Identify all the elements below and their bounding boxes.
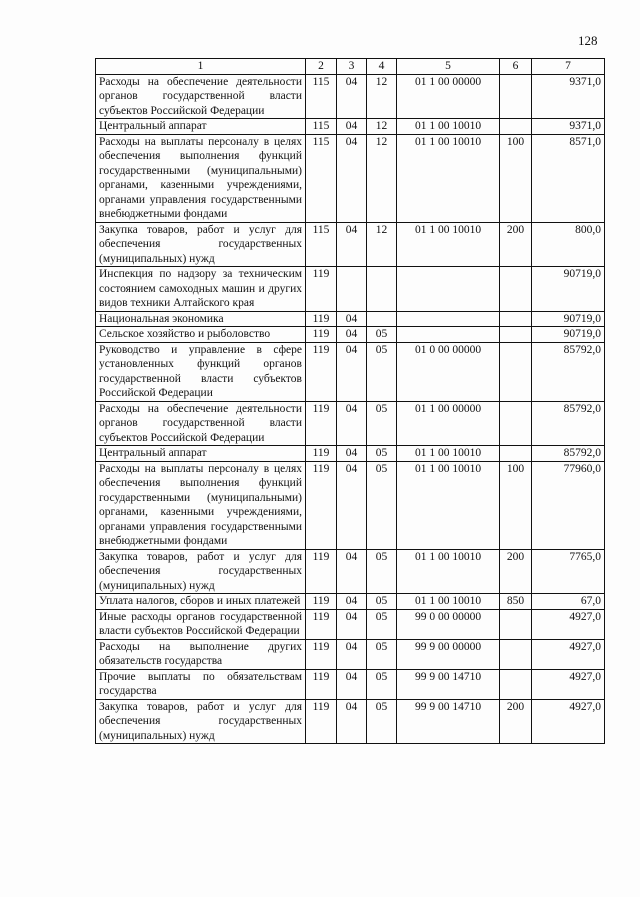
row-cell-c2: 119 <box>306 594 337 610</box>
row-cell-c5: 01 1 00 00000 <box>397 74 500 119</box>
table-row <box>96 699 605 744</box>
table-row <box>96 74 605 119</box>
row-name-cell: Закупка товаров, работ и услуг для обеспечения государственных (муниципальных) нужд <box>96 699 306 744</box>
table-row <box>96 594 605 610</box>
row-name-cell: Центральный аппарат <box>96 446 306 462</box>
row-name-cell: Расходы на выполнение других обязательств государства <box>96 639 306 669</box>
row-cell-c4: 12 <box>367 222 397 267</box>
row-cell-c7: 85792,0 <box>532 446 605 462</box>
row-cell-c7: 67,0 <box>532 594 605 610</box>
row-cell-c5: 99 9 00 14710 <box>397 669 500 699</box>
row-cell-c4: 05 <box>367 669 397 699</box>
row-cell-c7: 4927,0 <box>532 609 605 639</box>
header-col-5: 5 <box>397 59 500 75</box>
row-cell-c3: 04 <box>337 446 367 462</box>
row-cell-c6 <box>500 669 532 699</box>
row-cell-c2: 115 <box>306 134 337 222</box>
row-cell-c2: 115 <box>306 119 337 135</box>
row-cell-c2: 119 <box>306 342 337 401</box>
row-cell-c5: 01 1 00 10010 <box>397 549 500 594</box>
table-row <box>96 327 605 343</box>
row-name-cell: Сельское хозяйство и рыболовство <box>96 327 306 343</box>
row-cell-c2: 119 <box>306 639 337 669</box>
row-cell-c5: 01 1 00 10010 <box>397 134 500 222</box>
row-cell-c4: 05 <box>367 342 397 401</box>
row-cell-c5: 99 9 00 14710 <box>397 699 500 744</box>
table-row <box>96 267 605 312</box>
table-body <box>96 74 605 744</box>
row-cell-c4: 05 <box>367 609 397 639</box>
row-cell-c4: 05 <box>367 327 397 343</box>
row-cell-c4: 05 <box>367 594 397 610</box>
table-row <box>96 311 605 327</box>
row-cell-c4: 05 <box>367 549 397 594</box>
row-cell-c7: 90719,0 <box>532 267 605 312</box>
table-row <box>96 549 605 594</box>
row-cell-c3: 04 <box>337 609 367 639</box>
table-row <box>96 639 605 669</box>
row-cell-c4 <box>367 311 397 327</box>
header-col-2: 2 <box>306 59 337 75</box>
row-cell-c3: 04 <box>337 594 367 610</box>
row-cell-c4: 05 <box>367 639 397 669</box>
table-row <box>96 669 605 699</box>
row-cell-c6 <box>500 119 532 135</box>
row-cell-c6: 200 <box>500 699 532 744</box>
row-cell-c3: 04 <box>337 699 367 744</box>
row-cell-c6: 200 <box>500 549 532 594</box>
row-cell-c3: 04 <box>337 134 367 222</box>
row-cell-c7: 85792,0 <box>532 401 605 446</box>
row-cell-c6 <box>500 446 532 462</box>
table-row <box>96 222 605 267</box>
row-cell-c6: 100 <box>500 134 532 222</box>
row-cell-c6 <box>500 311 532 327</box>
table-row <box>96 119 605 135</box>
row-cell-c6: 850 <box>500 594 532 610</box>
row-cell-c7: 85792,0 <box>532 342 605 401</box>
row-cell-c5 <box>397 267 500 312</box>
row-cell-c5: 01 1 00 10010 <box>397 222 500 267</box>
header-col-3: 3 <box>337 59 367 75</box>
row-cell-c7: 90719,0 <box>532 327 605 343</box>
row-name-cell: Закупка товаров, работ и услуг для обеспечения государственных (муниципальных) нужд <box>96 222 306 267</box>
row-name-cell: Расходы на выплаты персоналу в целях обеспечения выполнения функций государственными (муниципальными) органами, казенными учреждениями, органами управления государственными внебюджетными фондами <box>96 461 306 549</box>
header-col-6: 6 <box>500 59 532 75</box>
row-name-cell: Центральный аппарат <box>96 119 306 135</box>
row-name-cell: Инспекция по надзору за техническим состоянием самоходных машин и других видов техники Алтайского края <box>96 267 306 312</box>
row-name-cell: Закупка товаров, работ и услуг для обеспечения государственных (муниципальных) нужд <box>96 549 306 594</box>
row-cell-c4: 05 <box>367 446 397 462</box>
row-cell-c6 <box>500 342 532 401</box>
row-cell-c6 <box>500 267 532 312</box>
row-cell-c3: 04 <box>337 327 367 343</box>
row-cell-c2: 115 <box>306 222 337 267</box>
row-cell-c5 <box>397 311 500 327</box>
page-number: 128 <box>578 33 598 48</box>
row-cell-c5: 01 1 00 10010 <box>397 446 500 462</box>
row-cell-c2: 119 <box>306 549 337 594</box>
table-row <box>96 401 605 446</box>
row-name-cell: Расходы на обеспечение деятельности органов государственной власти субъектов Российской Федерации <box>96 401 306 446</box>
table-row <box>96 134 605 222</box>
row-cell-c6 <box>500 74 532 119</box>
budget-table <box>95 58 605 744</box>
row-name-cell: Национальная экономика <box>96 311 306 327</box>
row-cell-c3: 04 <box>337 669 367 699</box>
row-cell-c2: 119 <box>306 267 337 312</box>
row-cell-c3: 04 <box>337 401 367 446</box>
row-cell-c5: 99 9 00 00000 <box>397 639 500 669</box>
row-cell-c2: 119 <box>306 327 337 343</box>
row-cell-c3: 04 <box>337 461 367 549</box>
row-cell-c4: 05 <box>367 461 397 549</box>
row-cell-c7: 9371,0 <box>532 74 605 119</box>
row-cell-c5: 01 1 00 00000 <box>397 401 500 446</box>
row-cell-c3 <box>337 267 367 312</box>
row-cell-c6 <box>500 639 532 669</box>
row-cell-c2: 119 <box>306 609 337 639</box>
row-cell-c3: 04 <box>337 74 367 119</box>
row-cell-c5: 01 1 00 10010 <box>397 594 500 610</box>
row-cell-c4: 12 <box>367 119 397 135</box>
row-cell-c3: 04 <box>337 549 367 594</box>
header-col-1: 1 <box>96 59 306 75</box>
row-cell-c2: 115 <box>306 74 337 119</box>
row-cell-c6: 200 <box>500 222 532 267</box>
row-cell-c2: 119 <box>306 311 337 327</box>
table-header-row <box>96 59 605 75</box>
row-cell-c5: 01 1 00 10010 <box>397 461 500 549</box>
row-cell-c2: 119 <box>306 446 337 462</box>
row-cell-c2: 119 <box>306 461 337 549</box>
table-row <box>96 461 605 549</box>
row-cell-c7: 4927,0 <box>532 639 605 669</box>
row-cell-c4: 12 <box>367 74 397 119</box>
row-cell-c7: 8571,0 <box>532 134 605 222</box>
row-cell-c6 <box>500 401 532 446</box>
row-cell-c7: 77960,0 <box>532 461 605 549</box>
row-name-cell: Прочие выплаты по обязательствам государства <box>96 669 306 699</box>
row-cell-c2: 119 <box>306 669 337 699</box>
row-name-cell: Расходы на выплаты персоналу в целях обеспечения выполнения функций государственными (муниципальными) органами, казенными учреждениями, органами управления государственными внебюджетными фондами <box>96 134 306 222</box>
row-cell-c2: 119 <box>306 699 337 744</box>
row-cell-c3: 04 <box>337 311 367 327</box>
row-cell-c3: 04 <box>337 222 367 267</box>
row-name-cell: Руководство и управление в сфере установленных функций органов государственной власти субъектов Российской Федерации <box>96 342 306 401</box>
row-cell-c6: 100 <box>500 461 532 549</box>
row-cell-c7: 4927,0 <box>532 669 605 699</box>
row-cell-c2: 119 <box>306 401 337 446</box>
row-cell-c4: 12 <box>367 134 397 222</box>
row-cell-c7: 90719,0 <box>532 311 605 327</box>
header-col-7: 7 <box>532 59 605 75</box>
row-name-cell: Иные расходы органов государственной власти субъектов Российской Федерации <box>96 609 306 639</box>
row-cell-c5: 01 0 00 00000 <box>397 342 500 401</box>
row-cell-c7: 7765,0 <box>532 549 605 594</box>
row-name-cell: Расходы на обеспечение деятельности органов государственной власти субъектов Российской Федерации <box>96 74 306 119</box>
row-cell-c4: 05 <box>367 699 397 744</box>
row-cell-c7: 9371,0 <box>532 119 605 135</box>
row-cell-c3: 04 <box>337 639 367 669</box>
row-cell-c7: 800,0 <box>532 222 605 267</box>
row-name-cell: Уплата налогов, сборов и иных платежей <box>96 594 306 610</box>
table-row <box>96 342 605 401</box>
row-cell-c3: 04 <box>337 342 367 401</box>
row-cell-c4 <box>367 267 397 312</box>
row-cell-c5 <box>397 327 500 343</box>
row-cell-c7: 4927,0 <box>532 699 605 744</box>
table-row <box>96 446 605 462</box>
header-col-4: 4 <box>367 59 397 75</box>
row-cell-c6 <box>500 327 532 343</box>
table-row <box>96 609 605 639</box>
row-cell-c6 <box>500 609 532 639</box>
row-cell-c3: 04 <box>337 119 367 135</box>
row-cell-c5: 01 1 00 10010 <box>397 119 500 135</box>
row-cell-c4: 05 <box>367 401 397 446</box>
row-cell-c5: 99 0 00 00000 <box>397 609 500 639</box>
